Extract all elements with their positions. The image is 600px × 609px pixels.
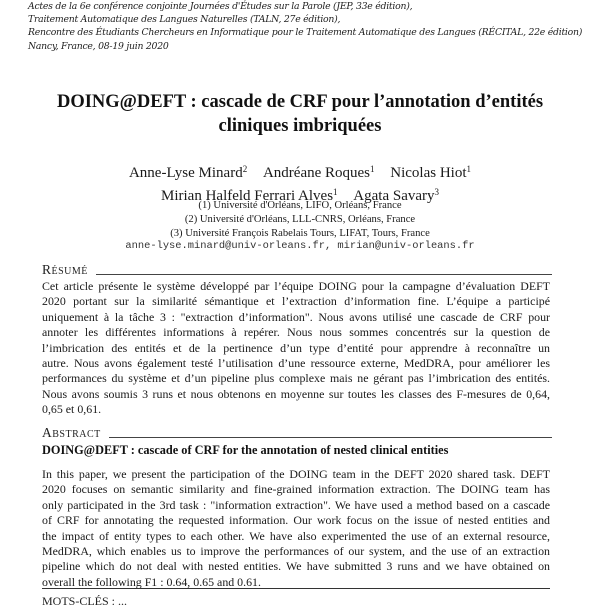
affiliation-mark: 1 [370,164,375,174]
affiliation-mark: 1 [466,164,472,174]
resume-heading [42,262,552,278]
affiliation-mark: 2 [242,164,248,174]
text-line: uniquement à la tâche 3 : "extraction d’information". Nous avons utilisé une cascade de CRF pour [42,309,550,324]
text-line: the impact of entity types to each other. We have also experimented the use of an external resource, [42,528,550,543]
header-line: Nancy, France, 08-19 juin 2020 [28,40,169,52]
affiliation: (3) Université François Rabelais Tours, LIFAT, Tours, France [170,228,430,239]
text-line: Cet article présente le système développé par l’équipe DOING pour la campagne d’évaluation DEFT [42,279,550,293]
english-title: DOING@DEFT : cascade of CRF for the annotation of nested clinical entities [42,443,449,457]
text-line: autre. Nous avons également testé l’utilisation d’une ressource externe, MedDRA, pour améliorer les [42,356,550,371]
header-line: Actes de la 6e conférence conjointe Journées d'Études sur la Parole (JEP, 33e édition), [28,1,413,12]
text-line: l’imbrication des entités et de la pertinence d’un type d’entité pour apprendre à reconnaître un [42,340,550,355]
title-line-1: DOING@DEFT : cascade de CRF pour l’annotation d’entités [56,92,544,112]
paper-title [0,90,600,138]
abstract-body [42,467,550,590]
affiliation-mark: 3 [434,187,439,197]
proceedings-header [28,0,582,53]
text-line: 2020 portant sur la similarité sémantique et l’extraction d’information fine. L’équipe a participé [42,294,550,309]
resume-heading-text: RÉSUMÉ [42,262,88,277]
author-emails: anne-lyse.minard@univ-orleans.fr, mirian@univ-orleans.fr [125,240,475,252]
text-line: 0,65 et 0,61. [42,402,102,417]
abstract-heading [42,425,552,441]
author-name: Nicolas Hiot [390,165,467,181]
text-line: only participated in the 3rd task : "information extraction". We have used a method based on a cascade [42,497,550,512]
section-divider [42,588,550,589]
author-name: Andréane Roques [262,165,371,181]
text-line: MedDRA, which enables us to improve the performances of our system, and the use of an extraction [42,544,550,559]
keywords-line-cut: MOTS-CLÉS : ... [42,594,128,608]
header-line: Traitement Automatique des Langues Naturelles (TALN, 27e édition), [28,14,341,26]
header-line: Rencontre des Étudiants Chercheurs en Informatique pour le Traitement Automatique des Langues (RÉCITAL, 22e édition) [28,27,583,39]
title-line-2: cliniques imbriquées [218,116,382,136]
text-line: of CRF for annotating the requested information. Our work focus on the issue of nested entities and [42,513,550,528]
text-line: Nous avons soumis 3 runs et nous obtenons en moyenne sur toutes les classes des F-mesures de 0,64, [42,386,550,401]
text-line: annoter les différentes informations à repérer. Nous nous sommes concentrés sur la question de [42,325,550,340]
heading-rule [109,437,552,438]
text-line: overall the following F1 : 0.64, 0.65 and 0.61. [42,574,261,589]
author [390,165,471,181]
author [129,165,247,181]
affiliations [0,199,600,241]
affiliation: (2) Université d'Orléans, LLL-CNRS, Orléans, France [184,214,416,225]
text-line: pipeline which do not deal with nested entities. We have submitted 3 runs and we have obtained on [42,559,550,574]
author [263,165,375,181]
author-row-1 [0,160,600,183]
heading-rule [96,274,552,275]
text-line: 2020 focuses on semantic similarity and fine-grained information extraction. The DOING team has [42,482,550,497]
affiliation-mark: 1 [333,187,338,197]
author-name: Agata Savary [353,188,435,204]
resume-body [42,279,550,418]
author-name: Anne-Lyse Minard [128,165,243,181]
text-line: In this paper, we present the participation of the DOING team in the DEFT 2020 shared task. DEFT [42,467,550,481]
abstract-heading-text: ABSTRACT [42,425,101,440]
author-name: Mirian Halfeld Ferrari Alves [161,188,334,204]
affiliation: (1) Université d'Orléans, LIFO, Orléans, France [198,200,402,211]
text-line: performances du système et d’un pipeline plus complexe mais ne gérant pas l’imbrication des entités. [42,371,550,386]
